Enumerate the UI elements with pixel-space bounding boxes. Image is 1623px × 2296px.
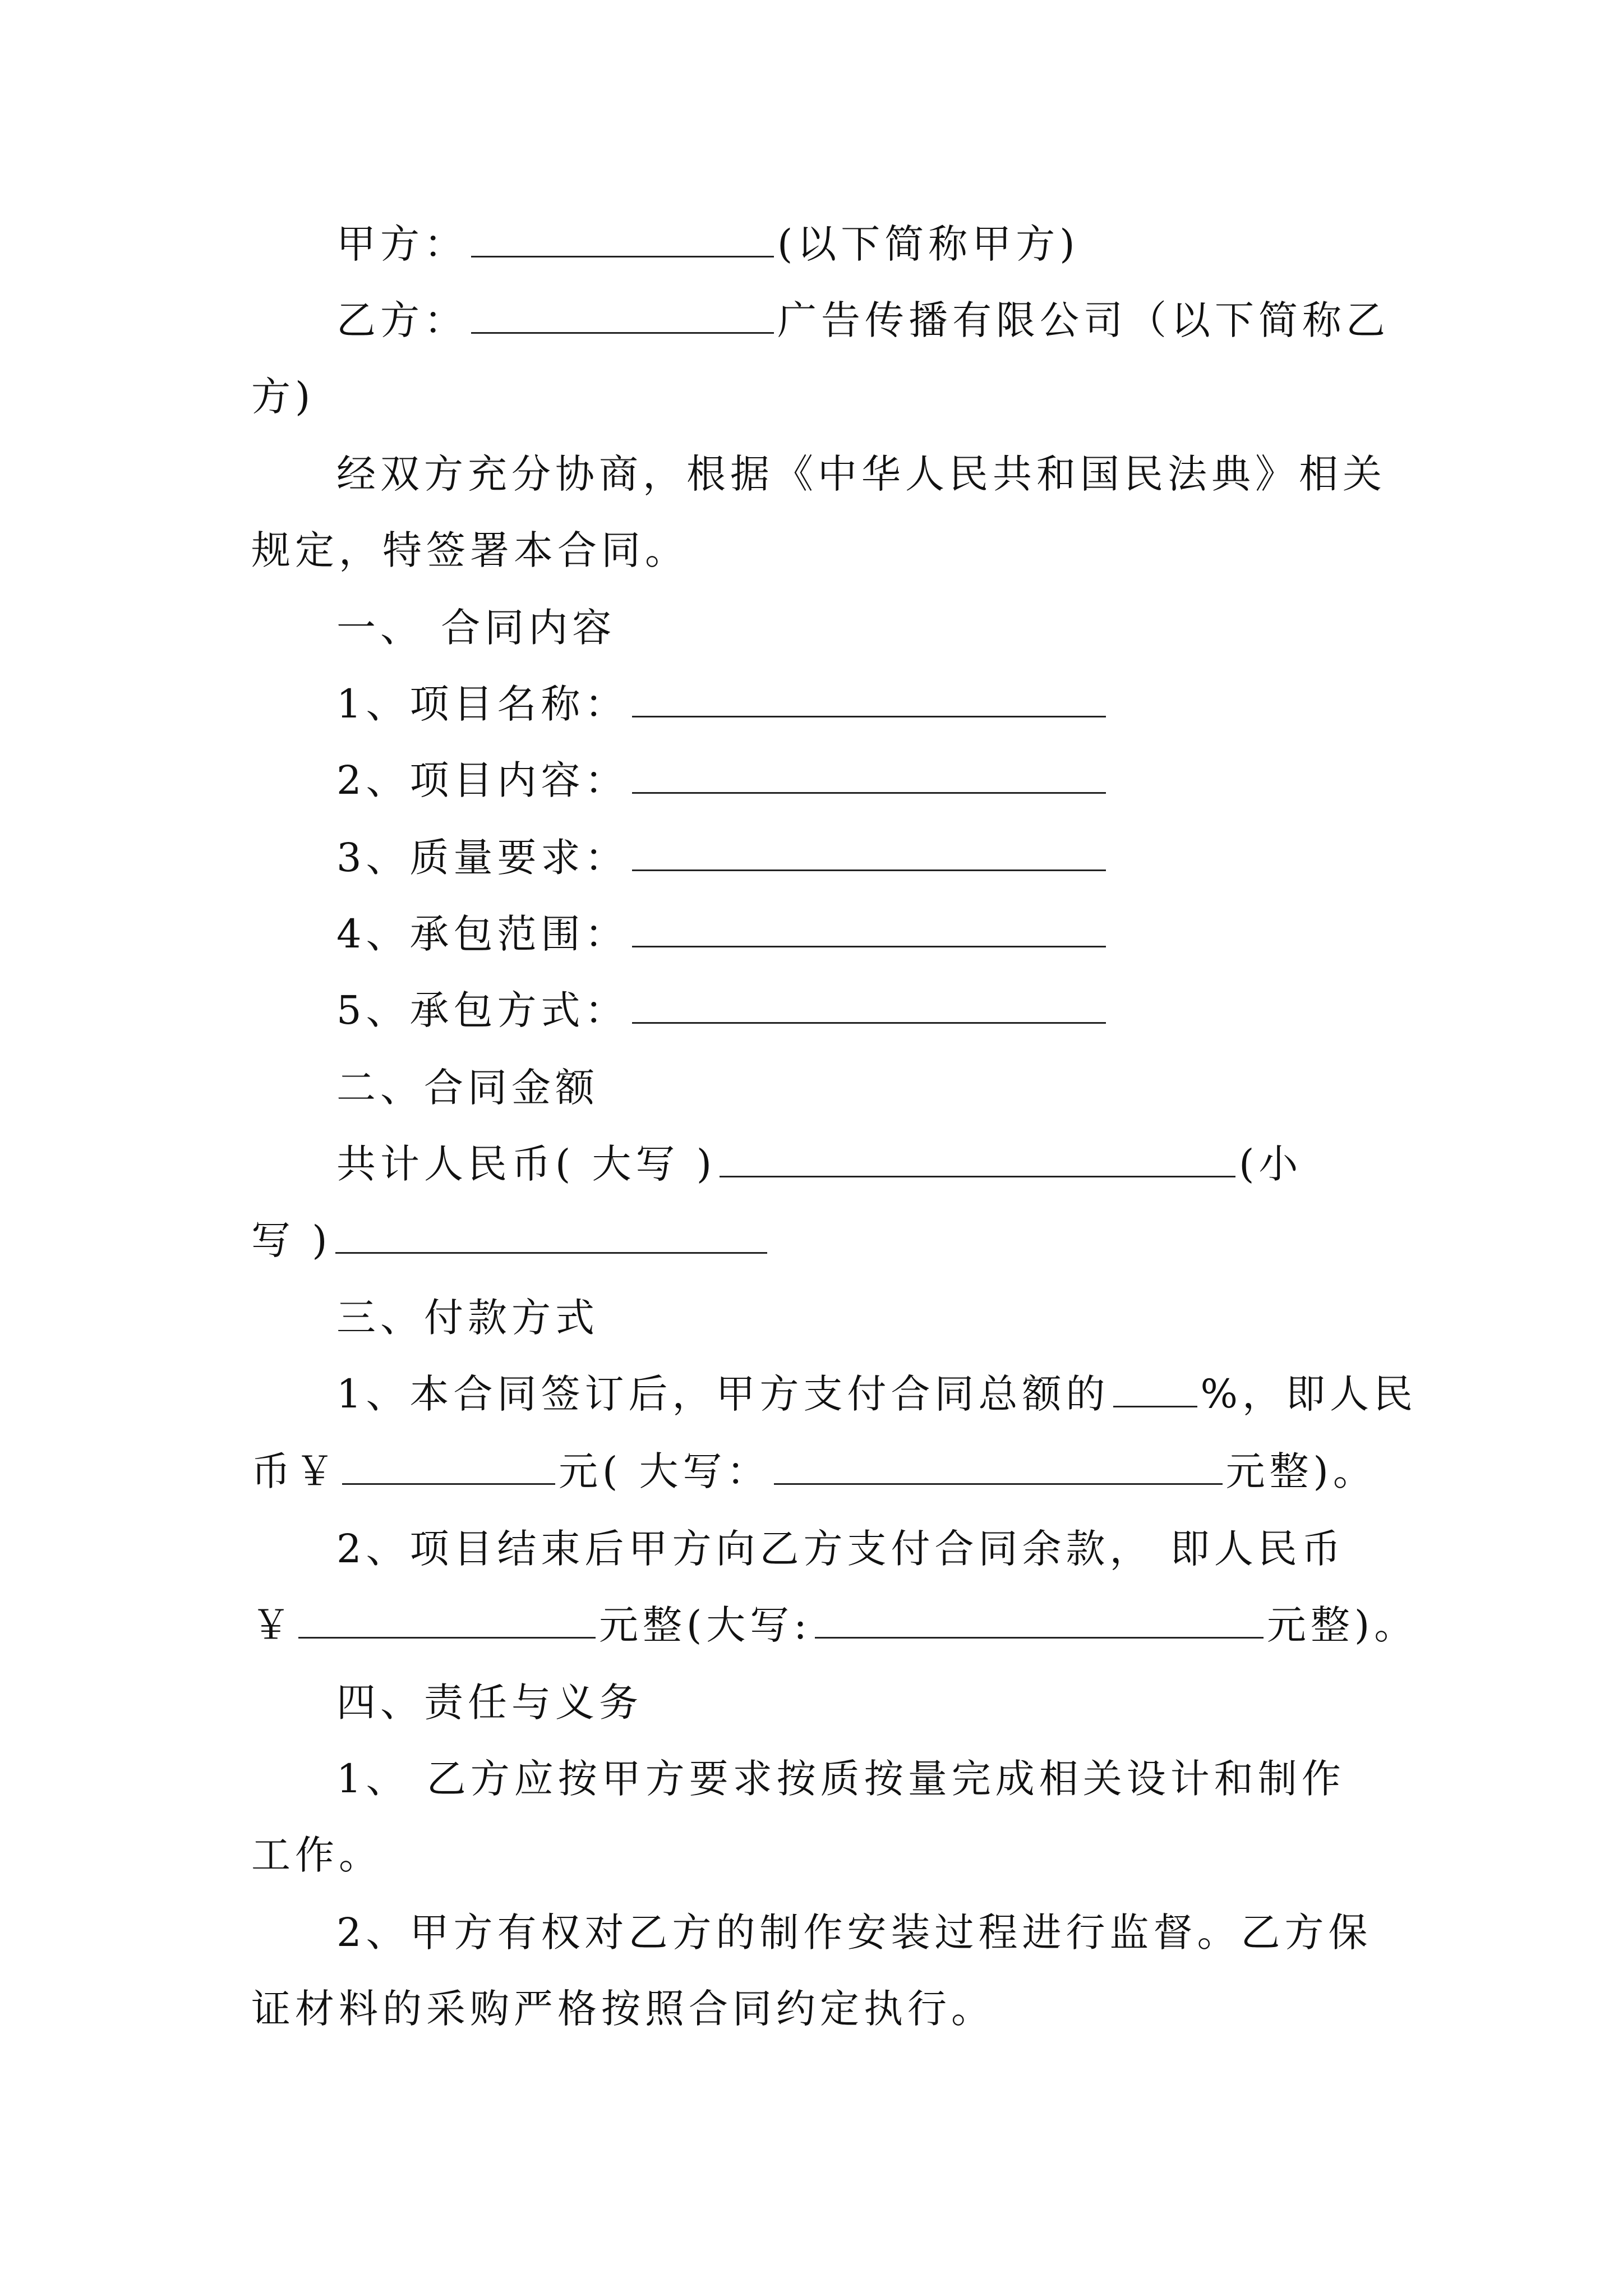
item-2-blank — [632, 756, 1106, 794]
section2-heading: 二、合同金额 — [336, 1065, 599, 1111]
section3-heading: 三、付款方式 — [336, 1295, 599, 1341]
item-2-label: 2、项目内容： — [336, 757, 629, 803]
party-a-label: 甲方： — [336, 221, 468, 267]
preamble-line2: 规定，特签署本合同。 — [251, 527, 689, 573]
payment-1-line1 — [336, 1363, 1481, 1425]
party-a-suffix: (以下简称甲方) — [777, 221, 1080, 267]
payment-2-text-c: 元整)。 — [1266, 1602, 1418, 1648]
amount-uppercase-blank — [720, 1140, 1235, 1177]
item-4-label: 4、承包范围： — [336, 911, 629, 957]
section1-item-1 — [336, 673, 1481, 735]
section1-item-4 — [336, 903, 1481, 965]
amount-line2-label: 写 ) — [251, 1217, 332, 1263]
payment-2-line1: 2、项目结束后甲方向乙方支付合同余款， 即人民币 — [336, 1526, 1345, 1572]
party-b-blank — [471, 296, 774, 334]
section4-heading: 四、责任与义务 — [336, 1680, 643, 1726]
duty-2-line2: 证材料的采购严格按照合同约定执行。 — [251, 1986, 995, 2032]
item-5-blank — [632, 986, 1106, 1024]
payment-2-currency: ￥ — [251, 1602, 295, 1648]
amount-prefix: 共计人民币( 大写 ) — [336, 1141, 717, 1187]
party-b-suffix: 广告传播有限公司（以下简称乙 — [777, 297, 1390, 343]
party-a-blank — [471, 220, 774, 257]
payment-2-uppercase-blank — [815, 1601, 1264, 1639]
payment-1-uppercase-blank — [774, 1447, 1223, 1485]
item-4-blank — [632, 910, 1106, 947]
payment-1-currency: 币￥ — [251, 1448, 339, 1494]
payment-1-amount-blank — [342, 1447, 555, 1485]
duty-2-line1: 2、甲方有权对乙方的制作安装过程进行监督。乙方保 — [336, 1910, 1372, 1955]
payment-1-text-c: 元( 大写： — [559, 1448, 771, 1494]
amount-mid: (小 — [1239, 1141, 1303, 1187]
section1-item-3 — [336, 827, 1481, 889]
item-3-label: 3、质量要求： — [336, 835, 629, 881]
item-1-label: 1、项目名称： — [336, 681, 629, 727]
payment-1-line2 — [251, 1441, 1395, 1502]
payment-1-text-b: %，即人民 — [1200, 1371, 1418, 1417]
payment-1-text-d: 元整)。 — [1225, 1448, 1377, 1494]
party-b-suffix-cont: 方) — [251, 374, 315, 420]
duty-1-line2: 工作。 — [251, 1832, 382, 1878]
party-b-line — [336, 289, 1481, 351]
party-b-label: 乙方： — [336, 297, 468, 343]
item-3-blank — [632, 834, 1106, 871]
section1-heading: 一、 合同内容 — [336, 605, 616, 651]
amount-line1 — [336, 1133, 1481, 1195]
item-1-blank — [632, 680, 1106, 717]
payment-1-percent-blank — [1113, 1370, 1197, 1407]
payment-2-line2 — [251, 1594, 1418, 1656]
amount-line2 — [251, 1209, 1395, 1271]
duty-1-line1: 1、 乙方应按甲方要求按质按量完成相关设计和制作 — [336, 1756, 1345, 1802]
section1-item-5 — [336, 979, 1481, 1041]
party-a-line — [336, 213, 1481, 275]
payment-2-amount-blank — [298, 1601, 596, 1639]
item-5-label: 5、承包方式： — [336, 987, 629, 1033]
payment-1-text-a: 1、本合同签订后，甲方支付合同总额的 — [336, 1371, 1110, 1417]
payment-2-text-b: 元整(大写: — [599, 1602, 811, 1648]
preamble-line1: 经双方充分协商，根据《中华人民共和国民法典》相关 — [336, 451, 1386, 497]
amount-lowercase-blank — [335, 1216, 767, 1254]
section1-item-2 — [336, 749, 1481, 811]
